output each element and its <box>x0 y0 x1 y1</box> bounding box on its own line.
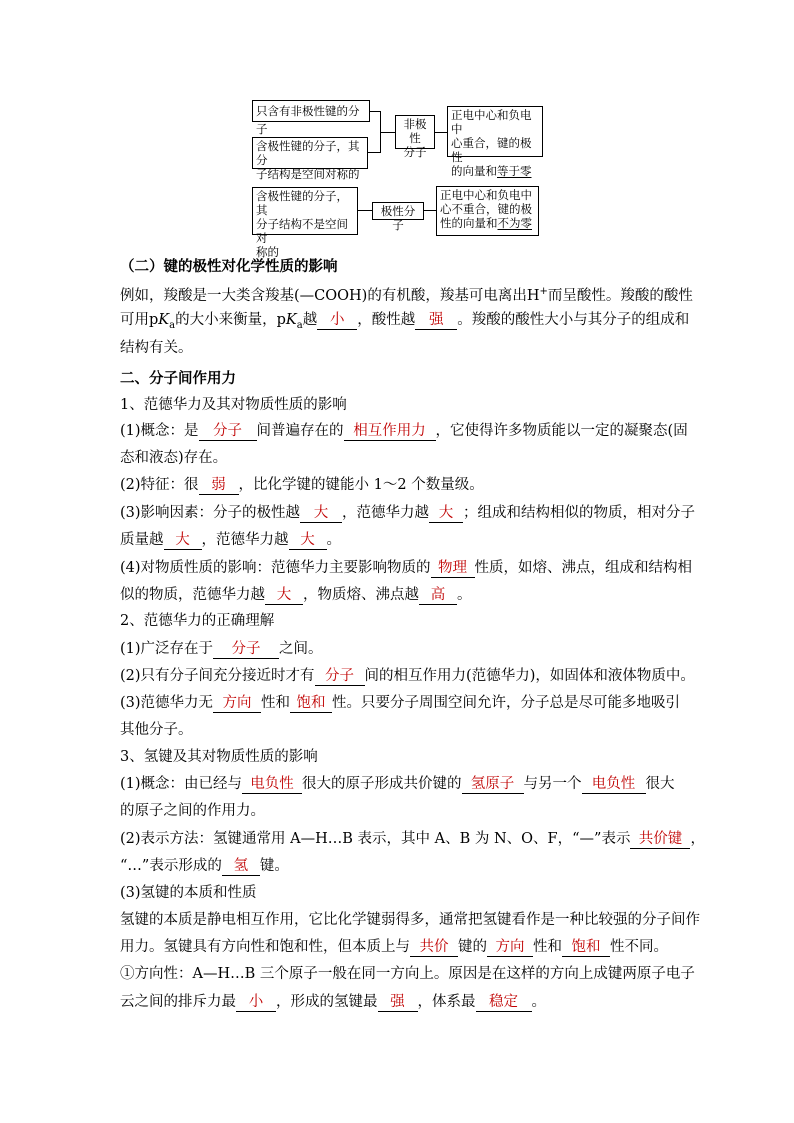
fill-blank: 高 <box>419 586 457 605</box>
fill-blank: 方向 <box>213 694 261 713</box>
text: 可用p <box>120 312 159 328</box>
fill-blank: 电负性 <box>582 775 646 794</box>
nonpolar-bond-molecule-box <box>252 100 370 136</box>
text: ，酸性越 <box>357 312 416 328</box>
paragraph-line <box>120 558 692 578</box>
paragraph-line <box>120 503 695 523</box>
subsection-title: 1、范德华力及其对物质性质的影响 <box>120 397 347 413</box>
fill-blank: 强 <box>378 993 418 1012</box>
text: ，范德华力越 <box>342 505 430 521</box>
box-text-underlined: 不为零 <box>497 216 532 230</box>
paragraph-line: (3)氢键的本质和性质 <box>120 885 257 901</box>
text: (2)只有分子间充分接近时才有 <box>120 668 315 684</box>
box-text: 含极性键的分子，其 <box>256 189 348 217</box>
box-text: 分子结构不是空间对 <box>256 217 348 245</box>
text: 很大的原子形成共价键的 <box>302 776 462 792</box>
section-heading-bond-polarity: （二）键的极性对化学性质的影响 <box>120 259 338 275</box>
symmetric-polar-box <box>252 137 368 181</box>
fill-blank: 共价 <box>410 938 458 957</box>
box-text: 分子 <box>403 145 427 159</box>
paragraph-line <box>120 774 675 794</box>
box-text: 正电中心和负电中 <box>451 108 532 136</box>
text: (1)概念：是 <box>120 423 199 439</box>
section-heading-intermolecular: 二、分子间作用力 <box>120 371 236 387</box>
subscript: a <box>296 319 303 331</box>
text: (2)特征：很 <box>120 477 199 493</box>
text: 性和 <box>533 939 562 955</box>
fill-blank: 分子 <box>199 422 257 441</box>
subsection-title: 2、范德华力的正确理解 <box>120 613 275 629</box>
text: 似的物质，范德华力越 <box>120 587 265 603</box>
paragraph-line <box>120 282 693 302</box>
box-text: 子结构是空间对称的 <box>256 167 360 181</box>
fill-blank: 电负性 <box>242 775 302 794</box>
fill-blank: 大 <box>429 504 463 523</box>
connector <box>358 210 372 211</box>
superscript: + <box>539 286 548 297</box>
paragraph-line <box>120 856 289 876</box>
box-text: 正电中心和负电中 <box>440 188 532 202</box>
text: 。 <box>531 994 546 1010</box>
text: (1)广泛存在于 <box>120 641 214 657</box>
paragraph-line <box>120 829 705 849</box>
fill-blank: 分子 <box>315 667 365 686</box>
text: ，它使得许多物质能以一定的凝聚态(固 <box>435 423 688 439</box>
text: “…”表示形成的 <box>120 858 222 874</box>
text: (4)对物质性质的影响：范德华力主要影响物质的 <box>120 560 431 576</box>
paragraph-line: ①方向性：A—H…B 三个原子一般在同一方向上。原因是在这样的方向上成键两原子电子 <box>120 966 695 982</box>
text: 性质，如熔、沸点，组成和结构相 <box>474 560 693 576</box>
fill-blank: 小 <box>317 311 357 330</box>
text: 性不同。 <box>610 939 668 955</box>
fill-blank: 稳定 <box>476 993 532 1012</box>
nonpolar-result-box <box>447 106 543 178</box>
paragraph-line <box>120 475 484 495</box>
connector <box>435 132 447 133</box>
text: 。 <box>326 532 341 548</box>
fill-blank: 相互作用力 <box>344 422 436 441</box>
text: 间的相互作用力(范德华力)，如固体和液体物质中。 <box>364 668 695 684</box>
polar-result-box <box>436 186 539 236</box>
box-text-underlined: 等于零 <box>497 164 532 178</box>
paragraph-line: 氢键的本质是静电相互作用，它比化学键弱得多，通常把氢键看作是一种比较强的分子间作 <box>120 912 700 928</box>
paragraph-line <box>120 421 688 441</box>
box-text: 只含有非极性键的分子 <box>256 104 360 136</box>
fill-blank: 方向 <box>487 938 533 957</box>
paragraph-line <box>120 992 546 1012</box>
text: 之间。 <box>279 641 323 657</box>
text: 质量越 <box>120 532 164 548</box>
text: K <box>285 312 297 328</box>
fill-blank: 物理 <box>431 559 475 578</box>
paragraph-line <box>120 530 341 550</box>
paragraph-line <box>120 639 323 659</box>
fill-blank: 强 <box>415 311 457 330</box>
box-text: 含极性键的分子，其分 <box>256 139 360 167</box>
asymmetric-polar-box <box>252 187 358 259</box>
fill-blank: 氢 <box>222 857 260 876</box>
text: 性和 <box>261 695 291 711</box>
box-text: 心不重合，键的极 <box>440 202 532 216</box>
text: (1)概念：由已经与 <box>120 776 243 792</box>
text: 很大 <box>645 776 675 792</box>
fill-blank: 氢原子 <box>462 775 524 794</box>
text: K <box>158 312 170 328</box>
subsection-title: 3、氢键及其对物质性质的影响 <box>120 749 318 765</box>
box-text: 极性分子 <box>380 204 416 232</box>
fill-blank: 小 <box>236 993 276 1012</box>
text: ，比化学键的键能小 1～2 个数量级。 <box>238 477 484 493</box>
paragraph-line: 态和液态)存在。 <box>120 450 228 466</box>
box-text: 称的 <box>256 245 279 259</box>
connector <box>380 132 395 133</box>
text: ，范德华力越 <box>201 532 289 548</box>
paragraph-line <box>120 693 680 713</box>
text: 键的 <box>458 939 487 955</box>
fill-blank: 大 <box>300 504 342 523</box>
fill-blank: 大 <box>164 531 202 550</box>
fill-blank: 共价键 <box>630 830 690 849</box>
text: 。羧酸的酸性大小与其分子的组成和 <box>457 312 690 328</box>
box-text: 心重合，键的极性 <box>451 136 532 164</box>
text: (2)表示方法：氢键通常用 A—H…B 表示，其中 A、B 为 N、O、F，“—”表示 <box>120 831 631 847</box>
paragraph-line <box>120 585 472 605</box>
text: 。 <box>457 587 472 603</box>
polarity-diagram <box>252 100 552 259</box>
fill-blank: 大 <box>265 586 303 605</box>
text: 键。 <box>259 858 289 874</box>
text: (3)影响因素：分子的极性越 <box>120 505 301 521</box>
text: ， <box>690 831 705 847</box>
paragraph-line: 结构有关。 <box>120 340 193 356</box>
box-text: 性的向量和 <box>440 216 498 230</box>
text: 云之间的排斥力最 <box>120 994 236 1010</box>
text: 用力。氢键具有方向性和饱和性，但本质上与 <box>120 939 410 955</box>
text: ，形成的氢键最 <box>276 994 378 1010</box>
paragraph-line <box>120 310 689 330</box>
text: 间普遍存在的 <box>256 423 344 439</box>
fill-blank: 弱 <box>199 476 239 495</box>
text: 性。只要分子周围空间允许，分子总是尽可能多地吸引 <box>332 695 681 711</box>
connector <box>424 210 436 211</box>
box-text: 非极性 <box>403 117 427 145</box>
paragraph-line: 的原子之间的作用力。 <box>120 803 265 819</box>
text: (3)范德华力无 <box>120 695 214 711</box>
text: ；组成和结构相似的物质，相对分子 <box>463 505 696 521</box>
text: 与另一个 <box>523 776 582 792</box>
text: ，体系最 <box>417 994 476 1010</box>
fill-blank: 分子 <box>213 640 279 659</box>
fill-blank: 大 <box>289 531 327 550</box>
subscript: a <box>169 319 176 331</box>
nonpolar-molecule-box <box>395 115 435 159</box>
fill-blank: 饱和 <box>290 694 332 713</box>
text: 越 <box>302 312 318 328</box>
fill-blank: 饱和 <box>562 938 610 957</box>
text: ，物质熔、沸点越 <box>303 587 419 603</box>
paragraph-line: 其他分子。 <box>120 722 193 738</box>
paragraph-line <box>120 666 695 686</box>
text: 例如，羧酸是一大类含羧基(—COOH)的有机酸，羧基可电离出H <box>120 287 540 304</box>
text: 的大小来衡量，p <box>175 312 286 328</box>
polar-molecule-box <box>372 202 424 232</box>
box-text: 的向量和 <box>451 164 497 178</box>
text: 而呈酸性。羧酸的酸性 <box>547 287 693 304</box>
paragraph-line <box>120 937 668 957</box>
